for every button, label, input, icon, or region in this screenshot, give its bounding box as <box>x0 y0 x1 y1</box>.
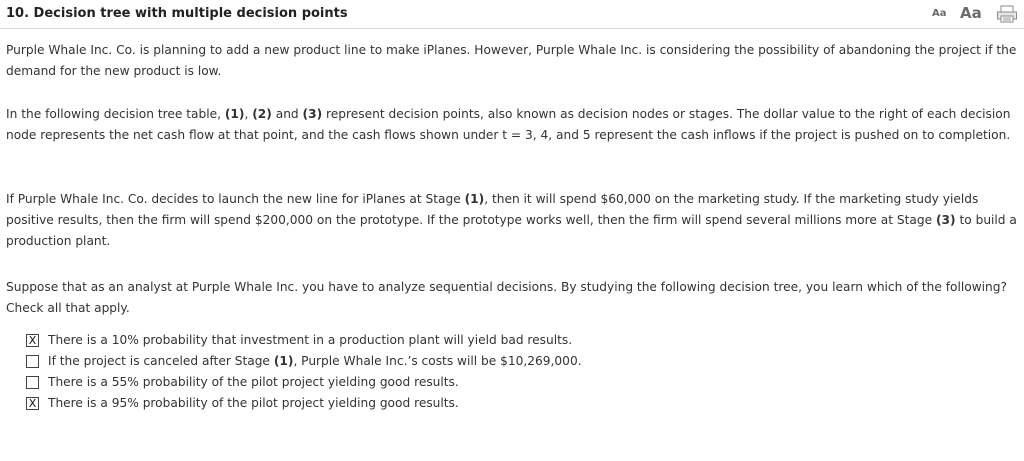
text-run: to build a production plant. <box>6 213 1017 248</box>
answer-option-label: There is a 55% probability of the pilot project yielding good results. <box>48 375 459 389</box>
text-run: and <box>271 107 303 121</box>
question-title: 10. Decision tree with multiple decision points <box>6 6 348 21</box>
stage-1-label: (1) <box>224 107 245 121</box>
text-run: If the project is canceled after Stage <box>48 354 274 368</box>
text-run: In the following decision tree table, <box>6 107 225 121</box>
stage-3-label: (3) <box>302 107 323 121</box>
text-run: , then it will spend $60,000 on the marketing study. If the marketing study yields positive results, then the firm will spend $200,000 on the prototype. If the prototype works well, then the firm will spend several millions more at Stage <box>6 192 979 227</box>
increase-font-button[interactable]: Aa <box>960 4 982 22</box>
decrease-font-button[interactable]: Aa <box>932 8 947 19</box>
question-prompt: Suppose that as an analyst at Purple Whale Inc. you have to analyze sequential decisions. By studying the following decision tree, you learn which of the following? Check all that apply. <box>6 280 1007 315</box>
question-header <box>0 0 1024 29</box>
launch-plan-paragraph <box>6 189 1018 252</box>
text-run: , Purple Whale Inc.’s costs will be $10,269,000. <box>293 354 582 368</box>
print-icon[interactable] <box>996 5 1018 23</box>
answer-option-label: There is a 95% probability of the pilot project yielding good results. <box>48 396 459 410</box>
text-run: , <box>244 107 253 121</box>
answer-option-label: There is a 10% probability that investment in a production plant will yield bad results. <box>48 333 573 347</box>
stage-1-label: (1) <box>273 354 294 368</box>
stage-3-label: (3) <box>935 213 956 227</box>
text-run: If Purple Whale Inc. Co. decides to launch the new line for iPlanes at Stage <box>6 192 465 206</box>
stage-1-label: (1) <box>464 192 485 206</box>
text-run: represent decision points, also known as decision nodes or stages. The dollar value to the right of each decision node represents the net cash flow at that point, and the cash flows shown under t = 3, 4, and 5 represent the cash inflows if the project is pushed on to completion. <box>6 107 1011 142</box>
stage-2-label: (2) <box>252 107 272 121</box>
answer-option-label <box>48 351 582 372</box>
checkbox-unchecked[interactable] <box>26 376 39 389</box>
decision-points-paragraph <box>6 104 1018 146</box>
checkbox-unchecked[interactable] <box>26 355 39 368</box>
checkbox-checked[interactable]: X <box>26 334 39 347</box>
checkbox-checked[interactable]: X <box>26 397 39 410</box>
intro-paragraph: Purple Whale Inc. Co. is planning to add a new product line to make iPlanes. However, Purple Whale Inc. is considering the possibility of abandoning the project if the demand for the new product is low. <box>6 43 1017 78</box>
